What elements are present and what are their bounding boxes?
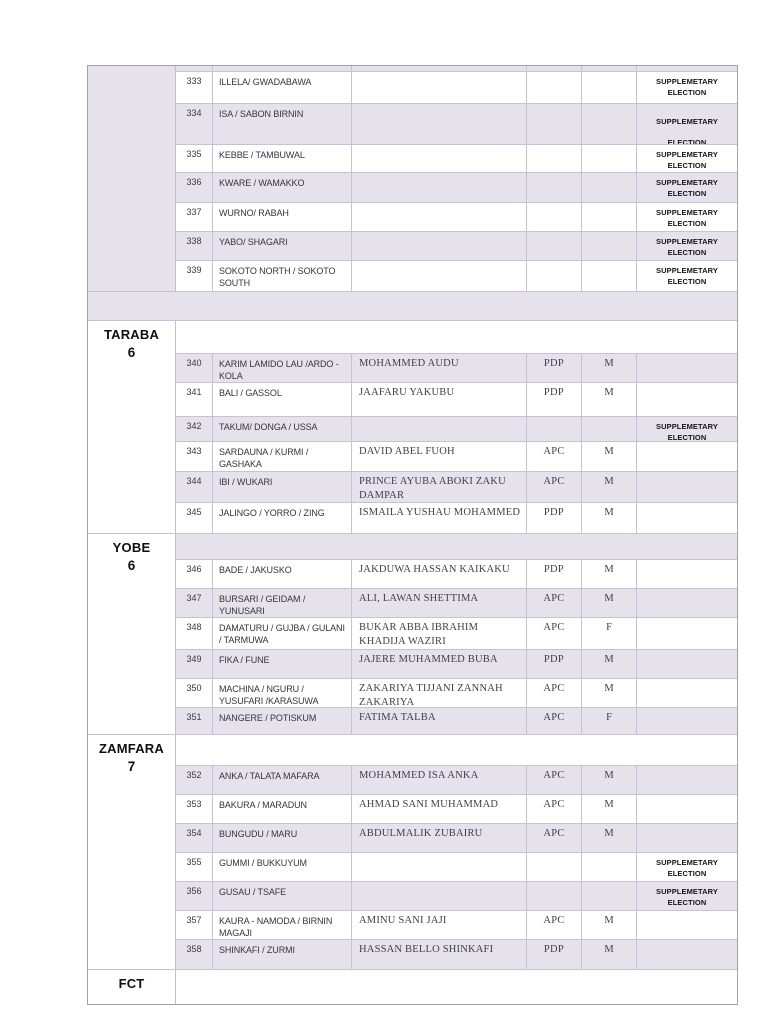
constituency-cell: BUNGUDU / MARU xyxy=(213,824,352,852)
party-cell xyxy=(527,173,582,202)
candidate-cell: BUKAR ABBA IBRAHIM KHADIJA WAZIRI xyxy=(352,618,527,649)
note-cell: SUPPLEMETARY ELECTION xyxy=(655,237,719,258)
state-section-fct xyxy=(88,970,737,1004)
row-number-cell: 349 xyxy=(176,650,213,678)
candidate-cell: AHMAD SANI MUHAMMAD xyxy=(352,795,527,823)
row-number-cell: 352 xyxy=(176,766,213,794)
note-cell: SUPPLEMETARY ELECTION xyxy=(655,266,719,287)
gender-cell: M xyxy=(582,442,637,471)
state-name: YOBE xyxy=(112,540,151,555)
candidate-cell: ZAKARIYA TIJJANI ZANNAH ZAKARIYA xyxy=(352,679,527,707)
note-cell xyxy=(637,650,737,678)
gender-cell xyxy=(582,66,637,71)
row-number-cell: 341 xyxy=(176,383,213,416)
row-number-cell: 344 xyxy=(176,472,213,502)
row-number-cell: 336 xyxy=(176,173,213,202)
table-row-345 xyxy=(176,503,737,533)
party-cell xyxy=(527,261,582,291)
note-cell xyxy=(637,472,737,502)
state-cell xyxy=(88,66,176,291)
table-row-342 xyxy=(176,417,737,442)
party-cell: PDP xyxy=(527,503,582,533)
row-number-cell: 350 xyxy=(176,679,213,707)
constituency-cell: JALINGO / YORRO / ZING xyxy=(213,503,352,533)
note-cell: SUPPLEMETARY ELECTION xyxy=(655,117,719,144)
table-row-350 xyxy=(176,679,737,708)
constituency-cell: SHINKAFI / ZURMI xyxy=(213,940,352,969)
constituency-cell: TAKUM/ DONGA / USSA xyxy=(213,417,352,441)
row-number-cell: 358 xyxy=(176,940,213,969)
state-section-yobe xyxy=(88,534,737,735)
row-number-cell: 347 xyxy=(176,589,213,617)
table-row-339 xyxy=(176,261,737,291)
gender-cell xyxy=(582,104,637,144)
constituency-cell: BADE / JAKUSKO xyxy=(213,560,352,588)
note-cell xyxy=(637,66,737,71)
party-cell: PDP xyxy=(527,354,582,382)
table-row-353 xyxy=(176,795,737,824)
rows-column xyxy=(176,321,737,533)
party-cell xyxy=(527,104,582,144)
row-number-cell: 339 xyxy=(176,261,213,291)
row-number-cell: 351 xyxy=(176,708,213,734)
constituency-cell: SOKOTO NORTH / SOKOTO SOUTH xyxy=(213,261,352,291)
party-cell xyxy=(527,203,582,231)
section-header-empty-cell xyxy=(176,970,737,1004)
row-number-cell xyxy=(176,66,213,71)
gender-cell: M xyxy=(582,795,637,823)
candidate-cell xyxy=(352,882,527,910)
section-header-empty-cell xyxy=(176,534,737,559)
row-number-cell: 348 xyxy=(176,618,213,649)
table-row-347 xyxy=(176,589,737,618)
constituency-cell: GUSAU / TSAFE xyxy=(213,882,352,910)
table-row-352 xyxy=(176,766,737,795)
party-cell: APC xyxy=(527,589,582,617)
party-cell: APC xyxy=(527,472,582,502)
section-header-row xyxy=(176,735,737,766)
note-cell xyxy=(637,503,737,533)
row-number-cell: 338 xyxy=(176,232,213,260)
constituency-cell: BURSARI / GEIDAM / YUNUSARI xyxy=(213,589,352,617)
constituency-cell: YABO/ SHAGARI xyxy=(213,232,352,260)
party-cell xyxy=(527,417,582,441)
party-cell xyxy=(527,232,582,260)
candidate-cell: JAKDUWA HASSAN KAIKAKU xyxy=(352,560,527,588)
state-seat-count: 6 xyxy=(127,345,136,360)
constituency-cell: BAKURA / MARADUN xyxy=(213,795,352,823)
gender-cell: M xyxy=(582,472,637,502)
results-table xyxy=(87,65,738,1005)
party-cell: APC xyxy=(527,618,582,649)
row-number-cell: 340 xyxy=(176,354,213,382)
state-name: TARABA xyxy=(103,327,160,342)
party-cell: APC xyxy=(527,795,582,823)
party-cell: PDP xyxy=(527,940,582,969)
section-header-row xyxy=(176,534,737,560)
gender-cell: M xyxy=(582,824,637,852)
gender-cell: M xyxy=(582,650,637,678)
row-number-cell: 355 xyxy=(176,853,213,881)
party-cell: PDP xyxy=(527,560,582,588)
party-cell xyxy=(527,882,582,910)
candidate-cell: ALI, LAWAN SHETTIMA xyxy=(352,589,527,617)
party-cell: PDP xyxy=(527,383,582,416)
gender-cell xyxy=(582,882,637,910)
note-cell: SUPPLEMETARY ELECTION xyxy=(655,77,719,98)
table-row-336 xyxy=(176,173,737,203)
party-cell: APC xyxy=(527,766,582,794)
party-cell: APC xyxy=(527,824,582,852)
candidate-cell: ABDULMALIK ZUBAIRU xyxy=(352,824,527,852)
row-number-cell: 342 xyxy=(176,417,213,441)
gender-cell: M xyxy=(582,940,637,969)
constituency-cell: KARIM LAMIDO LAU /ARDO - KOLA xyxy=(213,354,352,382)
candidate-cell: PRINCE AYUBA ABOKI ZAKU DAMPAR xyxy=(352,472,527,502)
gender-cell: M xyxy=(582,589,637,617)
table-row-335 xyxy=(176,145,737,173)
table-row-349 xyxy=(176,650,737,679)
party-cell xyxy=(527,853,582,881)
constituency-cell: SARDAUNA / KURMI / GASHAKA xyxy=(213,442,352,471)
rows-column xyxy=(176,534,737,734)
table-row-340 xyxy=(176,354,737,383)
candidate-cell xyxy=(352,72,527,103)
table-row-344 xyxy=(176,472,737,503)
table-row-346 xyxy=(176,560,737,589)
note-cell xyxy=(637,766,737,794)
gender-cell xyxy=(582,173,637,202)
constituency-cell: WURNO/ RABAH xyxy=(213,203,352,231)
rows-column xyxy=(176,735,737,969)
note-cell xyxy=(637,824,737,852)
table-row-337 xyxy=(176,203,737,232)
note-cell: SUPPLEMETARY ELECTION xyxy=(655,422,719,441)
row-number-cell: 357 xyxy=(176,911,213,939)
note-cell xyxy=(637,442,737,471)
candidate-cell: HASSAN BELLO SHINKAFI xyxy=(352,940,527,969)
constituency-cell xyxy=(213,66,352,71)
candidate-cell xyxy=(352,853,527,881)
row-number-cell: 335 xyxy=(176,145,213,172)
row-number-cell: 354 xyxy=(176,824,213,852)
constituency-cell: ISA / SABON BIRNIN xyxy=(213,104,352,144)
note-cell xyxy=(637,618,737,649)
candidate-cell: ISMAILA YUSHAU MOHAMMED xyxy=(352,503,527,533)
state-cell xyxy=(88,321,176,533)
table-row-334 xyxy=(176,104,737,145)
row-number-cell: 333 xyxy=(176,72,213,103)
state-cell xyxy=(88,970,176,1004)
gender-cell xyxy=(582,261,637,291)
candidate-cell xyxy=(352,66,527,71)
gender-cell xyxy=(582,203,637,231)
state-seat-count: 7 xyxy=(127,759,136,774)
constituency-cell: KEBBE / TAMBUWAL xyxy=(213,145,352,172)
note-cell xyxy=(637,383,737,416)
note-cell: SUPPLEMETARY ELECTION xyxy=(655,150,719,171)
gender-cell: M xyxy=(582,383,637,416)
candidate-cell: MOHAMMED AUDU xyxy=(352,354,527,382)
gender-cell xyxy=(582,72,637,103)
candidate-cell xyxy=(352,261,527,291)
note-cell: SUPPLEMETARY ELECTION xyxy=(655,858,719,879)
row-number-cell: 346 xyxy=(176,560,213,588)
table-row-333 xyxy=(176,72,737,104)
gender-cell: M xyxy=(582,354,637,382)
constituency-cell: ILLELA/ GWADABAWA xyxy=(213,72,352,103)
state-cell xyxy=(88,735,176,969)
row-number-cell: 345 xyxy=(176,503,213,533)
row-number-cell: 337 xyxy=(176,203,213,231)
note-cell xyxy=(637,354,737,382)
constituency-cell: KWARE / WAMAKKO xyxy=(213,173,352,202)
note-cell xyxy=(637,679,737,707)
row-number-cell: 356 xyxy=(176,882,213,910)
section-header-row xyxy=(176,321,737,354)
candidate-cell xyxy=(352,145,527,172)
candidate-cell xyxy=(352,203,527,231)
gender-cell: M xyxy=(582,911,637,939)
state-section-taraba xyxy=(88,321,737,534)
candidate-cell xyxy=(352,104,527,144)
section-header-empty-cell xyxy=(176,735,737,765)
state-cell xyxy=(88,534,176,734)
gender-cell xyxy=(582,232,637,260)
table-row-355 xyxy=(176,853,737,882)
rows-column xyxy=(176,66,737,291)
note-cell xyxy=(637,911,737,939)
table-row-348 xyxy=(176,618,737,650)
table-row-341 xyxy=(176,383,737,417)
constituency-cell: DAMATURU / GUJBA / GULANI / TARMUWA xyxy=(213,618,352,649)
table-row-343 xyxy=(176,442,737,472)
constituency-cell: ANKA / TALATA MAFARA xyxy=(213,766,352,794)
party-cell xyxy=(527,72,582,103)
party-cell: APC xyxy=(527,442,582,471)
row-number-cell: 334 xyxy=(176,104,213,144)
constituency-cell: IBI / WUKARI xyxy=(213,472,352,502)
note-cell xyxy=(637,589,737,617)
gender-cell xyxy=(582,853,637,881)
table-row-356 xyxy=(176,882,737,911)
gender-cell xyxy=(582,145,637,172)
section-spacer-row xyxy=(88,292,737,321)
note-cell xyxy=(637,560,737,588)
rows-column xyxy=(176,970,737,1004)
candidate-cell: DAVID ABEL FUOH xyxy=(352,442,527,471)
party-cell: APC xyxy=(527,679,582,707)
table-row-354 xyxy=(176,824,737,853)
constituency-cell: BALI / GASSOL xyxy=(213,383,352,416)
state-section-zamfara xyxy=(88,735,737,970)
candidate-cell: AMINU SANI JAJI xyxy=(352,911,527,939)
note-cell xyxy=(637,940,737,969)
table-row-357 xyxy=(176,911,737,940)
constituency-cell: GUMMI / BUKKUYUM xyxy=(213,853,352,881)
constituency-cell: MACHINA / NGURU / YUSUFARI /KARASUWA xyxy=(213,679,352,707)
note-cell: SUPPLEMETARY ELECTION xyxy=(655,208,719,229)
row-number-cell: 353 xyxy=(176,795,213,823)
state-name: FCT xyxy=(118,976,145,991)
candidate-cell xyxy=(352,173,527,202)
gender-cell: M xyxy=(582,503,637,533)
state-section-sokoto-continued xyxy=(88,66,737,292)
candidate-cell: MOHAMMED ISA ANKA xyxy=(352,766,527,794)
gender-cell: M xyxy=(582,766,637,794)
candidate-cell xyxy=(352,232,527,260)
note-cell xyxy=(637,708,737,734)
gender-cell xyxy=(582,417,637,441)
gender-cell: M xyxy=(582,679,637,707)
table-row-351 xyxy=(176,708,737,734)
party-cell: APC xyxy=(527,911,582,939)
gender-cell: F xyxy=(582,708,637,734)
candidate-cell: JAJERE MUHAMMED BUBA xyxy=(352,650,527,678)
section-header-row xyxy=(176,970,737,1004)
candidate-cell: FATIMA TALBA xyxy=(352,708,527,734)
party-cell xyxy=(527,145,582,172)
table-row-338 xyxy=(176,232,737,261)
gender-cell: F xyxy=(582,618,637,649)
state-seat-count: 6 xyxy=(127,558,136,573)
note-cell: SUPPLEMETARY ELECTION xyxy=(655,887,719,908)
constituency-cell: NANGERE / POTISKUM xyxy=(213,708,352,734)
note-cell: SUPPLEMETARY ELECTION xyxy=(655,178,719,199)
party-cell: APC xyxy=(527,708,582,734)
row-number-cell: 343 xyxy=(176,442,213,471)
gender-cell: M xyxy=(582,560,637,588)
party-cell: PDP xyxy=(527,650,582,678)
constituency-cell: FIKA / FUNE xyxy=(213,650,352,678)
candidate-cell: JAAFARU YAKUBU xyxy=(352,383,527,416)
table-row-358 xyxy=(176,940,737,969)
constituency-cell: KAURA - NAMODA / BIRNIN MAGAJI xyxy=(213,911,352,939)
party-cell xyxy=(527,66,582,71)
note-cell xyxy=(637,795,737,823)
candidate-cell xyxy=(352,417,527,441)
section-header-empty-cell xyxy=(176,321,737,353)
state-name: ZAMFARA xyxy=(99,741,164,756)
